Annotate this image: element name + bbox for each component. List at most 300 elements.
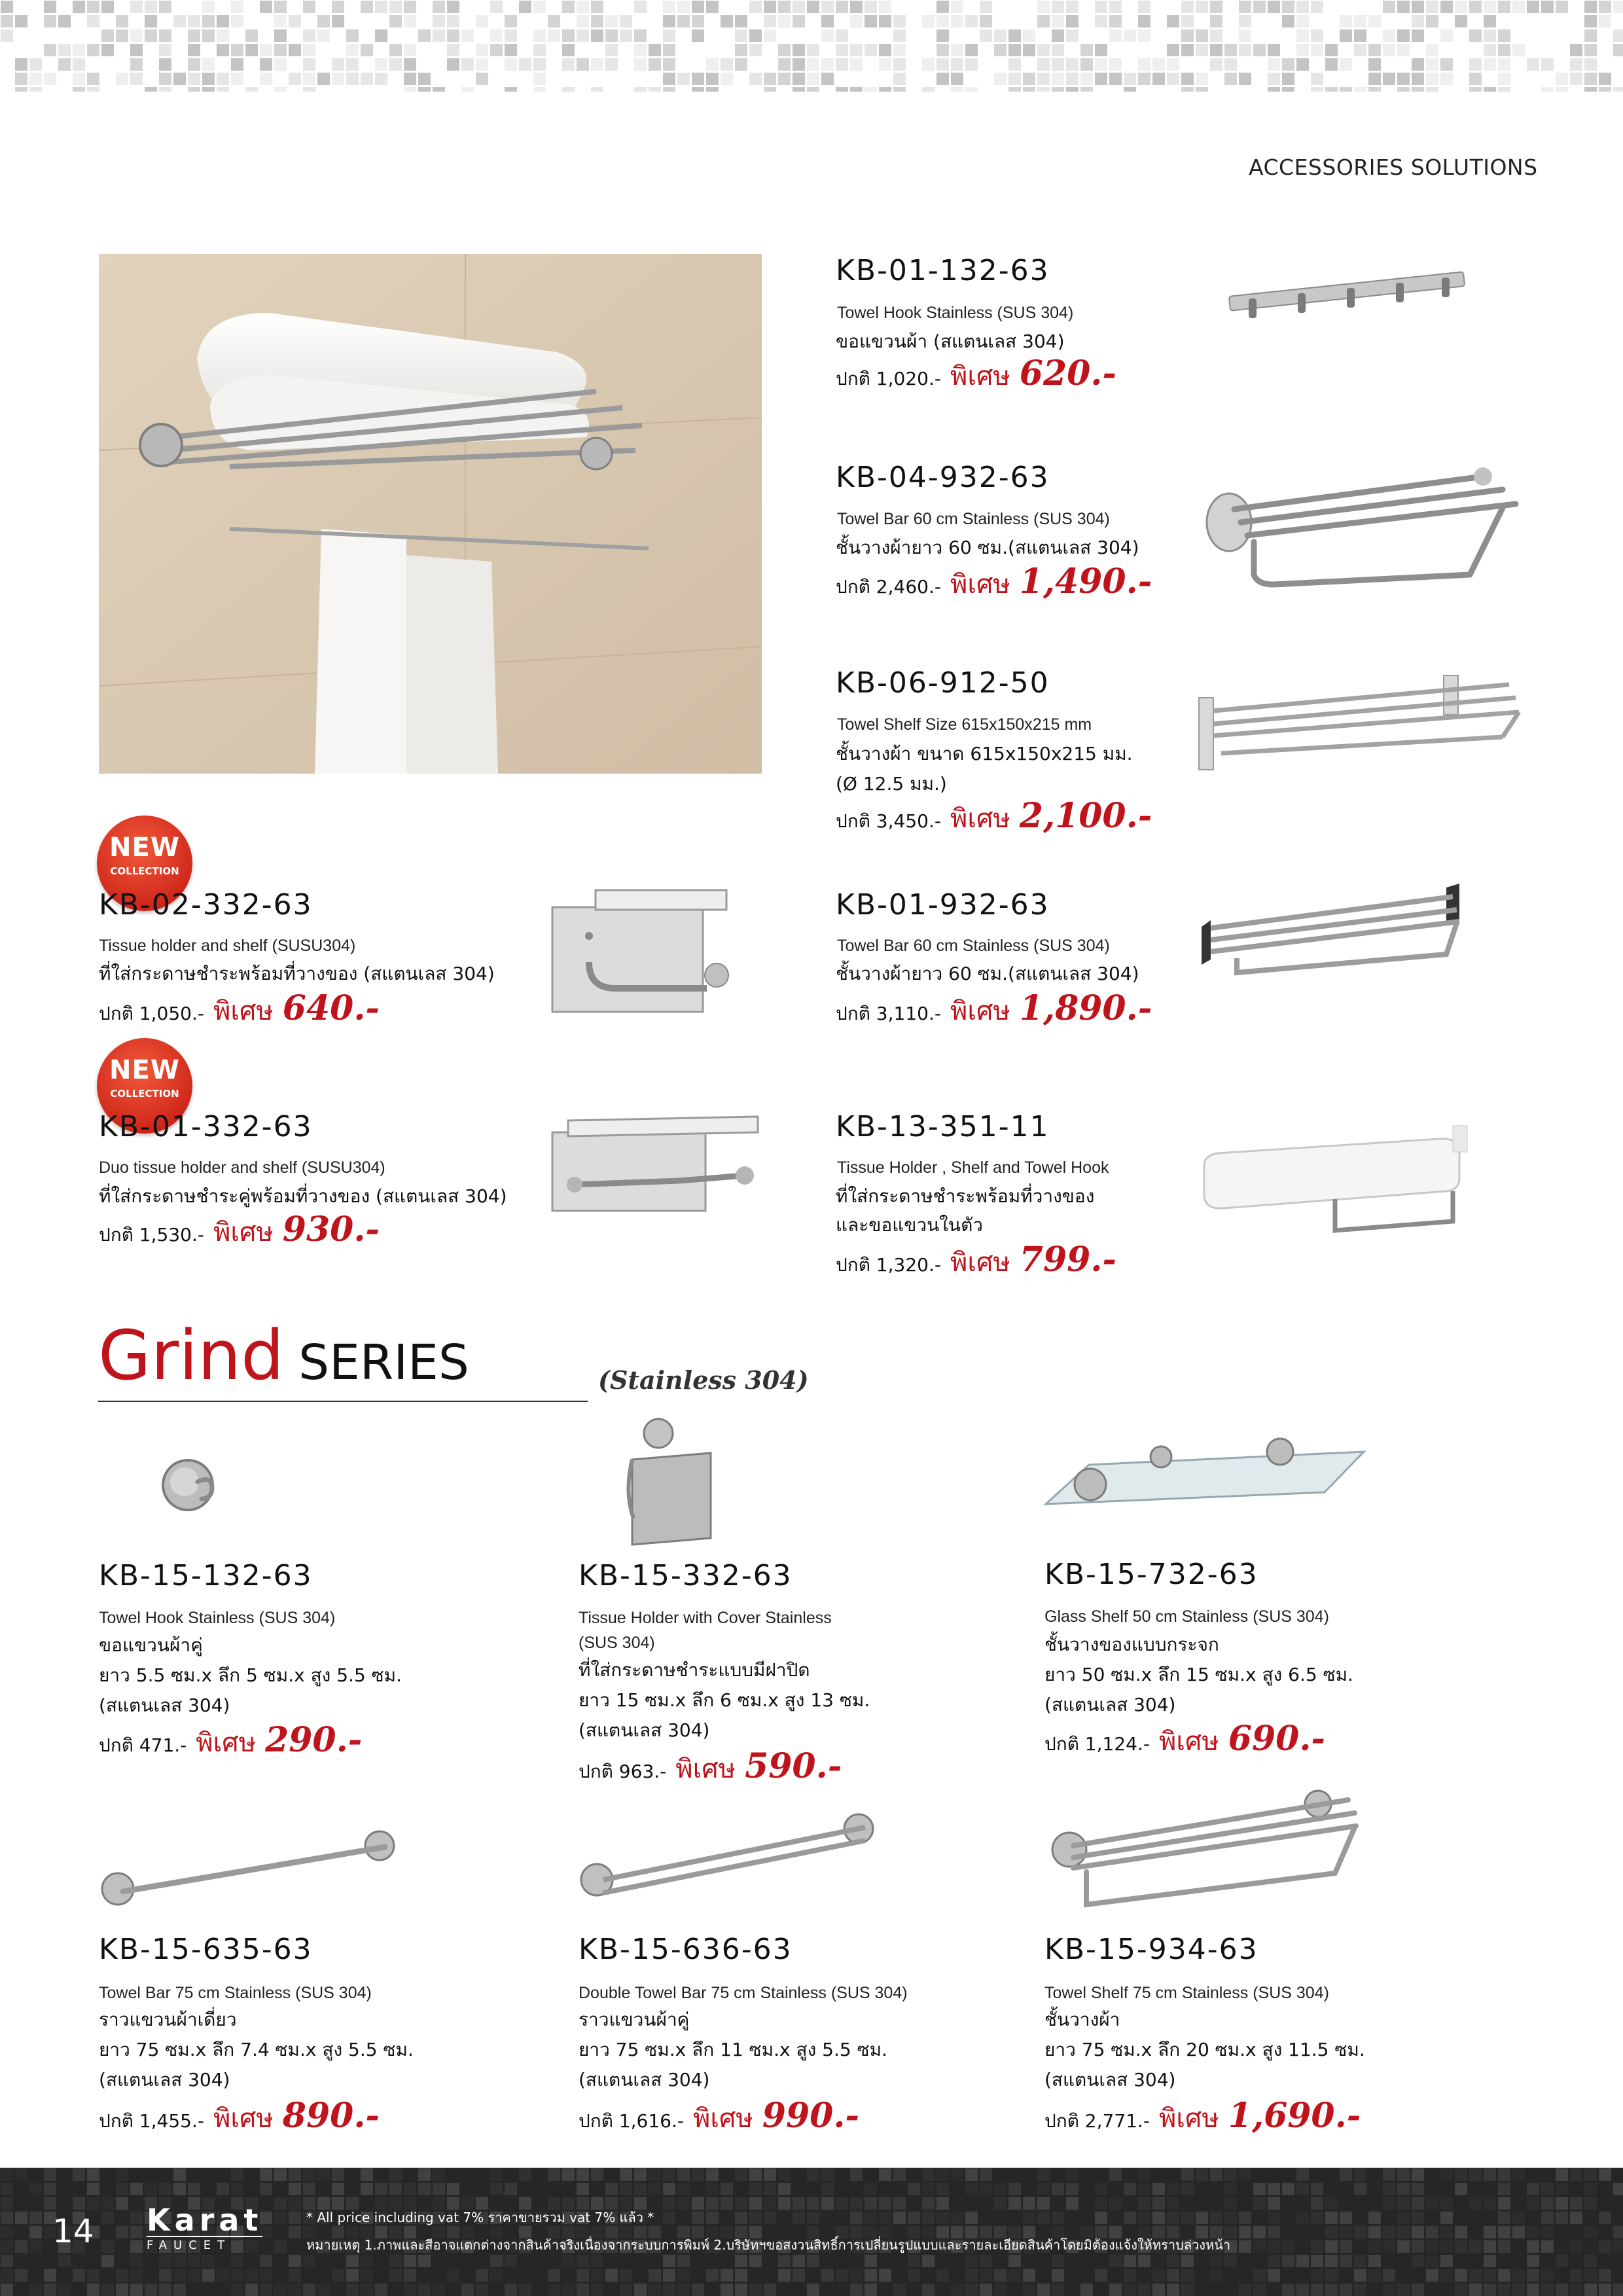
mosaic-tile — [375, 29, 387, 42]
mosaic-tile — [735, 2168, 747, 2181]
mosaic-tile — [1052, 1, 1064, 13]
mosaic-tile — [1469, 87, 1482, 92]
price-row — [836, 1240, 1116, 1289]
mosaic-tile — [980, 2255, 992, 2267]
mosaic-tile — [1037, 1, 1050, 13]
mosaic-tile — [1124, 29, 1136, 42]
mosaic-tile — [58, 2284, 71, 2296]
mosaic-tile — [1268, 58, 1280, 71]
special-label: พิเศษ — [213, 2104, 274, 2134]
mosaic-tile — [692, 2168, 704, 2181]
mosaic-tile — [893, 2197, 906, 2210]
mosaic-tile — [1008, 2197, 1021, 2210]
mosaic-tile — [1224, 2255, 1237, 2267]
mosaic-tile — [202, 15, 215, 27]
product-name-en: Towel Shelf 75 cm Stainless (SUS 304) — [1044, 1984, 1329, 2002]
mosaic-tile — [1397, 73, 1410, 85]
mosaic-tile — [735, 44, 747, 56]
mosaic-tile — [865, 15, 877, 27]
mosaic-tile — [1354, 44, 1366, 56]
mosaic-tile — [1253, 2226, 1266, 2238]
mosaic-tile — [548, 2269, 560, 2282]
mosaic-tile — [879, 58, 891, 71]
mosaic-tile — [490, 29, 503, 42]
mosaic-tile — [1584, 2183, 1597, 2195]
special-price: 990.- — [762, 2096, 860, 2136]
mosaic-tile — [361, 73, 373, 85]
mosaic-tile — [1066, 2183, 1079, 2195]
mosaic-tile — [980, 2284, 992, 2296]
mosaic-tile — [433, 29, 445, 42]
mosaic-tile — [951, 73, 963, 85]
mosaic-tile — [173, 2269, 186, 2282]
mosaic-tile — [1412, 15, 1424, 27]
mosaic-tile — [1210, 2269, 1222, 2282]
mosaic-tile — [850, 44, 863, 56]
mosaic-tile — [663, 29, 675, 42]
product-name-en: Tissue holder and shelf (SUSU304) — [99, 937, 356, 955]
mosaic-tile — [1570, 2240, 1582, 2253]
mosaic-tile — [274, 58, 287, 71]
mosaic-tile — [1023, 29, 1035, 42]
mosaic-tile — [1138, 15, 1150, 27]
mosaic-tile — [735, 58, 747, 71]
mosaic-tile — [418, 2284, 431, 2296]
double-hook-icon — [152, 1449, 224, 1524]
mosaic-tile — [1052, 15, 1064, 27]
special-price: 690.- — [1228, 1719, 1326, 1759]
mosaic-tile — [965, 44, 978, 56]
product-name-th: ขอแขวนผ้าคู่ — [99, 1634, 203, 1656]
product-dims: ยาว 50 ซม.x ลึก 15 ซม.x สูง 6.5 ซม. — [1044, 1664, 1353, 1685]
mosaic-tile — [145, 29, 157, 42]
mosaic-tile — [1584, 44, 1597, 56]
normal-price: ปกติ 1,616.- — [579, 2110, 684, 2132]
mosaic-tile — [1613, 29, 1623, 42]
product-material: (สแตนเลส 304) — [579, 1719, 710, 1741]
mosaic-tile — [116, 2284, 128, 2296]
mosaic-tile — [332, 15, 344, 27]
mosaic-tile — [778, 15, 791, 27]
mosaic-tile — [865, 2255, 877, 2267]
mosaic-tile — [1124, 87, 1136, 92]
mosaic-tile — [447, 15, 459, 27]
mosaic-tile — [1613, 2183, 1623, 2195]
mosaic-tile — [1095, 2183, 1107, 2195]
mosaic-tile — [519, 1, 531, 13]
mosaic-tile — [274, 15, 287, 27]
mosaic-tile — [879, 15, 891, 27]
mosaic-tile — [1325, 2255, 1338, 2267]
hero-photo — [99, 254, 762, 774]
mosaic-tile — [1008, 44, 1021, 56]
mosaic-tile — [764, 2183, 776, 2195]
mosaic-tile — [1239, 2284, 1251, 2296]
product-name-en: Tissue Holder with Cover Stainless — [579, 1609, 832, 1627]
mosaic-tile — [562, 44, 575, 56]
mosaic-tile — [965, 15, 978, 27]
mosaic-tile — [994, 2183, 1007, 2195]
mosaic-tile — [404, 58, 416, 71]
mosaic-tile — [893, 15, 906, 27]
mosaic-tile — [1325, 87, 1338, 92]
mosaic-tile — [1109, 1, 1122, 13]
mosaic-tile — [1412, 2168, 1424, 2181]
mosaic-tile — [1383, 2269, 1395, 2282]
mosaic-tile — [634, 29, 647, 42]
mosaic-tile — [1311, 87, 1323, 92]
mosaic-tile — [245, 2284, 258, 2296]
mosaic-tile — [980, 29, 992, 42]
mosaic-tile — [1541, 2226, 1554, 2238]
mosaic-tile — [663, 2255, 675, 2267]
mosaic-tile — [1455, 2240, 1467, 2253]
mosaic-tile — [620, 2269, 632, 2282]
mosaic-tile — [764, 2212, 776, 2224]
mosaic-tile — [58, 58, 71, 71]
mosaic-tile — [1512, 2284, 1525, 2296]
mosaic-tile — [1368, 73, 1381, 85]
mosaic-tile — [1138, 2284, 1150, 2296]
mosaic-tile — [1023, 73, 1035, 85]
mosaic-tile — [1196, 2168, 1208, 2181]
mosaic-tile — [778, 2255, 791, 2267]
mosaic-tile — [677, 2269, 690, 2282]
mosaic-tile — [505, 15, 517, 27]
mosaic-tile — [1426, 73, 1438, 85]
mosaic-tile — [1397, 2197, 1410, 2210]
mosaic-tile — [1426, 1, 1438, 13]
mosaic-tile — [1368, 15, 1381, 27]
mosaic-tile — [1080, 58, 1093, 71]
mosaic-tile — [591, 2255, 603, 2267]
mosaic-tile — [1008, 2183, 1021, 2195]
mosaic-tile — [1354, 2226, 1366, 2238]
mosaic-tile — [1008, 58, 1021, 71]
mosaic-tile — [548, 2284, 560, 2296]
mosaic-tile — [289, 44, 301, 56]
mosaic-tile — [980, 1, 992, 13]
mosaic-tile — [1556, 2197, 1568, 2210]
mosaic-tile — [1469, 2240, 1482, 2253]
mosaic-tile — [361, 2284, 373, 2296]
mosaic-tile — [101, 1, 114, 13]
mosaic-tile — [1167, 73, 1179, 85]
mosaic-tile — [533, 29, 546, 42]
product-code: KB-15-635-63 — [99, 1933, 313, 1966]
product-name-th: ชั้นวางผ้ายาว 60 ซม.(สแตนเลส 304) — [836, 963, 1139, 984]
mosaic-tile — [332, 58, 344, 71]
mosaic-tile — [1469, 2168, 1482, 2181]
mosaic-tile — [1008, 29, 1021, 42]
mosaic-tile — [1282, 73, 1294, 85]
towel-shelf-icon — [1195, 672, 1522, 793]
mosaic-tile — [159, 2269, 171, 2282]
product-name-th: ขอแขวนผ้า (สแตนเลส 304) — [836, 331, 1065, 352]
mosaic-tile — [1469, 58, 1482, 71]
mosaic-tile — [1484, 2226, 1496, 2238]
mosaic-tile — [1296, 15, 1309, 27]
mosaic-tile — [1340, 2212, 1352, 2224]
single-towel-bar-icon — [97, 1823, 398, 1918]
mosaic-tile — [865, 2284, 877, 2296]
mosaic-tile — [1138, 2255, 1150, 2267]
mosaic-tile — [361, 44, 373, 56]
mosaic-tile — [1023, 2269, 1035, 2282]
mosaic-tile — [879, 2168, 891, 2181]
mosaic-tile — [1253, 1, 1266, 13]
mosaic-tile — [1109, 2284, 1122, 2296]
mosaic-tile — [1138, 58, 1150, 71]
mosaic-tile — [821, 2168, 834, 2181]
mosaic-tile — [1498, 2240, 1510, 2253]
mosaic-tile — [591, 29, 603, 42]
mosaic-tile — [865, 2212, 877, 2224]
mosaic-tile — [317, 2284, 330, 2296]
mosaic-tile — [1124, 2183, 1136, 2195]
mosaic-tile — [1239, 15, 1251, 27]
mosaic-tile — [922, 58, 935, 71]
mosaic-tile — [476, 2284, 488, 2296]
mosaic-tile — [188, 73, 200, 85]
mosaic-tile — [1570, 2197, 1582, 2210]
mosaic-tile — [663, 58, 675, 71]
mosaic-tile — [663, 87, 675, 92]
mosaic-tile — [1584, 73, 1597, 85]
mosaic-tile — [793, 2255, 805, 2267]
mosaic-tile — [836, 58, 848, 71]
mosaic-tile — [389, 58, 402, 71]
mosaic-tile — [418, 2183, 431, 2195]
mosaic-tile — [1268, 2255, 1280, 2267]
mosaic-tile — [15, 2212, 27, 2224]
mosaic-tile — [404, 87, 416, 92]
mosaic-tile — [965, 87, 978, 92]
mosaic-tile — [764, 2284, 776, 2296]
mosaic-tile — [1066, 2197, 1079, 2210]
mosaic-tile — [231, 44, 243, 56]
mosaic-tile — [821, 58, 834, 71]
mosaic-tile — [1368, 44, 1381, 56]
mosaic-tile — [1, 2212, 13, 2224]
mosaic-tile — [1066, 58, 1079, 71]
product-code: KB-15-636-63 — [579, 1933, 793, 1966]
mosaic-tile — [1354, 2183, 1366, 2195]
mosaic-tile — [692, 73, 704, 85]
mosaic-tile — [1541, 2197, 1554, 2210]
mosaic-tile — [1268, 1, 1280, 13]
mosaic-tile — [605, 15, 618, 27]
mosaic-tile — [1008, 2269, 1021, 2282]
mosaic-tile — [1498, 2183, 1510, 2195]
mosaic-tile — [1584, 2269, 1597, 2282]
mosaic-tile — [188, 58, 200, 71]
mosaic-tile — [793, 2212, 805, 2224]
mosaic-tile — [303, 29, 315, 42]
mosaic-tile — [721, 2269, 733, 2282]
mosaic-tile — [29, 87, 42, 92]
mosaic-tile — [1296, 1, 1309, 13]
mosaic-tile — [951, 44, 963, 56]
mosaic-tile — [850, 2212, 863, 2224]
mosaic-tile — [433, 1, 445, 13]
mosaic-tile — [289, 2212, 301, 2224]
mosaic-tile — [1037, 2284, 1050, 2296]
mosaic-tile — [289, 2269, 301, 2282]
mosaic-tile — [821, 29, 834, 42]
mosaic-tile — [951, 1, 963, 13]
mosaic-tile — [1124, 2212, 1136, 2224]
mosaic-tile — [865, 2269, 877, 2282]
mosaic-tile — [1311, 2255, 1323, 2267]
mosaic-tile — [721, 2197, 733, 2210]
mosaic-tile — [1599, 73, 1611, 85]
special-price: 1,490.- — [1019, 562, 1152, 601]
mosaic-tile — [821, 2269, 834, 2282]
mosaic-tile — [1181, 2168, 1194, 2181]
mosaic-tile — [1311, 1, 1323, 13]
mosaic-tile — [44, 1, 56, 13]
price-row — [836, 353, 1116, 403]
mosaic-tile — [1325, 2240, 1338, 2253]
mosaic-tile — [793, 2197, 805, 2210]
mosaic-tile — [188, 15, 200, 27]
badge-new-text: NEW — [109, 1055, 180, 1085]
brand-sub: FAUCET — [147, 2236, 262, 2253]
mosaic-tile — [764, 1, 776, 13]
mosaic-tile — [404, 2284, 416, 2296]
mosaic-tile — [303, 58, 315, 71]
mosaic-tile — [231, 2255, 243, 2267]
mosaic-tile — [418, 29, 431, 42]
mosaic-tile — [116, 73, 128, 85]
mosaic-tile — [1397, 2168, 1410, 2181]
mosaic-tile — [1239, 1, 1251, 13]
mosaic-tile — [490, 2183, 503, 2195]
product-code: KB-15-934-63 — [1044, 1933, 1258, 1966]
mosaic-tile — [1253, 2284, 1266, 2296]
price-row — [99, 1210, 380, 1259]
product-code: KB-13-351-11 — [836, 1110, 1050, 1143]
mosaic-tile — [749, 2284, 762, 2296]
mosaic-tile — [807, 2255, 819, 2267]
mosaic-tile — [865, 87, 877, 92]
mosaic-tile — [1599, 2240, 1611, 2253]
mosaic-tile — [980, 2183, 992, 2195]
mosaic-tile — [1023, 2197, 1035, 2210]
mosaic-tile — [433, 87, 445, 92]
mosaic-tile — [1296, 58, 1309, 71]
special-price: 590.- — [745, 1746, 842, 1786]
normal-price: ปกติ 2,460.- — [836, 576, 941, 598]
mosaic-tile — [1455, 2226, 1467, 2238]
mosaic-tile — [1484, 87, 1496, 92]
special-label: พิเศษ — [213, 996, 274, 1026]
mosaic-tile — [1498, 2168, 1510, 2181]
mosaic-tile — [663, 2183, 675, 2195]
mosaic-tile — [461, 87, 474, 92]
mosaic-tile — [1066, 73, 1079, 85]
mosaic-tile — [15, 2168, 27, 2181]
mosaic-tile — [634, 87, 647, 92]
mosaic-tile — [274, 44, 287, 56]
mosaic-tile — [188, 2255, 200, 2267]
mosaic-tile — [965, 2269, 978, 2282]
mosaic-tile — [1498, 87, 1510, 92]
mosaic-tile — [1440, 2197, 1453, 2210]
mosaic-tile — [73, 73, 85, 85]
mosaic-tile — [404, 73, 416, 85]
mosaic-tile — [951, 2284, 963, 2296]
mosaic-tile — [1167, 44, 1179, 56]
mosaic-tile — [533, 1, 546, 13]
product-name-en: Double Towel Bar 75 cm Stainless (SUS 304) — [579, 1984, 908, 2002]
mosaic-tile — [922, 2168, 935, 2181]
mosaic-tile — [101, 44, 114, 56]
product-material: (สแตนเลส 304) — [1044, 1694, 1176, 1715]
mosaic-tile — [188, 44, 200, 56]
product-code: KB-01-932-63 — [836, 888, 1050, 922]
mosaic-tile — [433, 15, 445, 27]
mosaic-tile — [1152, 58, 1165, 71]
mosaic-tile — [836, 2197, 848, 2210]
mosaic-tile — [1498, 2197, 1510, 2210]
mosaic-tile — [1397, 1, 1410, 13]
mosaic-tile — [735, 29, 747, 42]
mosaic-tile — [965, 2183, 978, 2195]
mosaic-tile — [461, 2284, 474, 2296]
mosaic-tile — [922, 2284, 935, 2296]
mosaic-tile — [447, 58, 459, 71]
mosaic-tile — [1239, 44, 1251, 56]
mosaic-tile — [850, 2197, 863, 2210]
mosaic-tile — [1440, 1, 1453, 13]
mosaic-tile — [1253, 44, 1266, 56]
mosaic-tile — [1383, 29, 1395, 42]
mosaic-tile — [1052, 2212, 1064, 2224]
mosaic-tile — [1196, 87, 1208, 92]
mosaic-tile — [1412, 73, 1424, 85]
mosaic-tile — [721, 15, 733, 27]
mosaic-tile — [893, 2212, 906, 2224]
mosaic-tile — [1, 2168, 13, 2181]
product-name-th: ที่ใส่กระดาษชำระพร้อมที่วางของ — [836, 1185, 1095, 1207]
mosaic-tile — [361, 1, 373, 13]
mosaic-tile — [821, 15, 834, 27]
mosaic-tile — [130, 58, 143, 71]
mosaic-tile — [260, 2269, 272, 2282]
mosaic-tile — [1469, 73, 1482, 85]
mosaic-tile — [231, 2168, 243, 2181]
mosaic-tile — [735, 2284, 747, 2296]
mosaic-tile — [1484, 15, 1496, 27]
mosaic-tile — [1167, 2197, 1179, 2210]
mosaic-tile — [44, 2183, 56, 2195]
duo-tissue-holder-icon — [548, 1113, 764, 1221]
mosaic-tile — [289, 2168, 301, 2181]
mosaic-tile — [58, 44, 71, 56]
mosaic-tile — [245, 44, 258, 56]
mosaic-tile — [850, 2168, 863, 2181]
product-name-th: ชั้นวางผ้า ขนาด 615x150x215 มม. — [836, 743, 1133, 764]
mosaic-tile — [289, 73, 301, 85]
mosaic-tile — [101, 2284, 114, 2296]
mosaic-tile — [1109, 15, 1122, 27]
mosaic-tile — [1282, 2284, 1294, 2296]
mosaic-tile — [145, 1, 157, 13]
mosaic-tile — [922, 2197, 935, 2210]
mosaic-tile — [1340, 2255, 1352, 2267]
